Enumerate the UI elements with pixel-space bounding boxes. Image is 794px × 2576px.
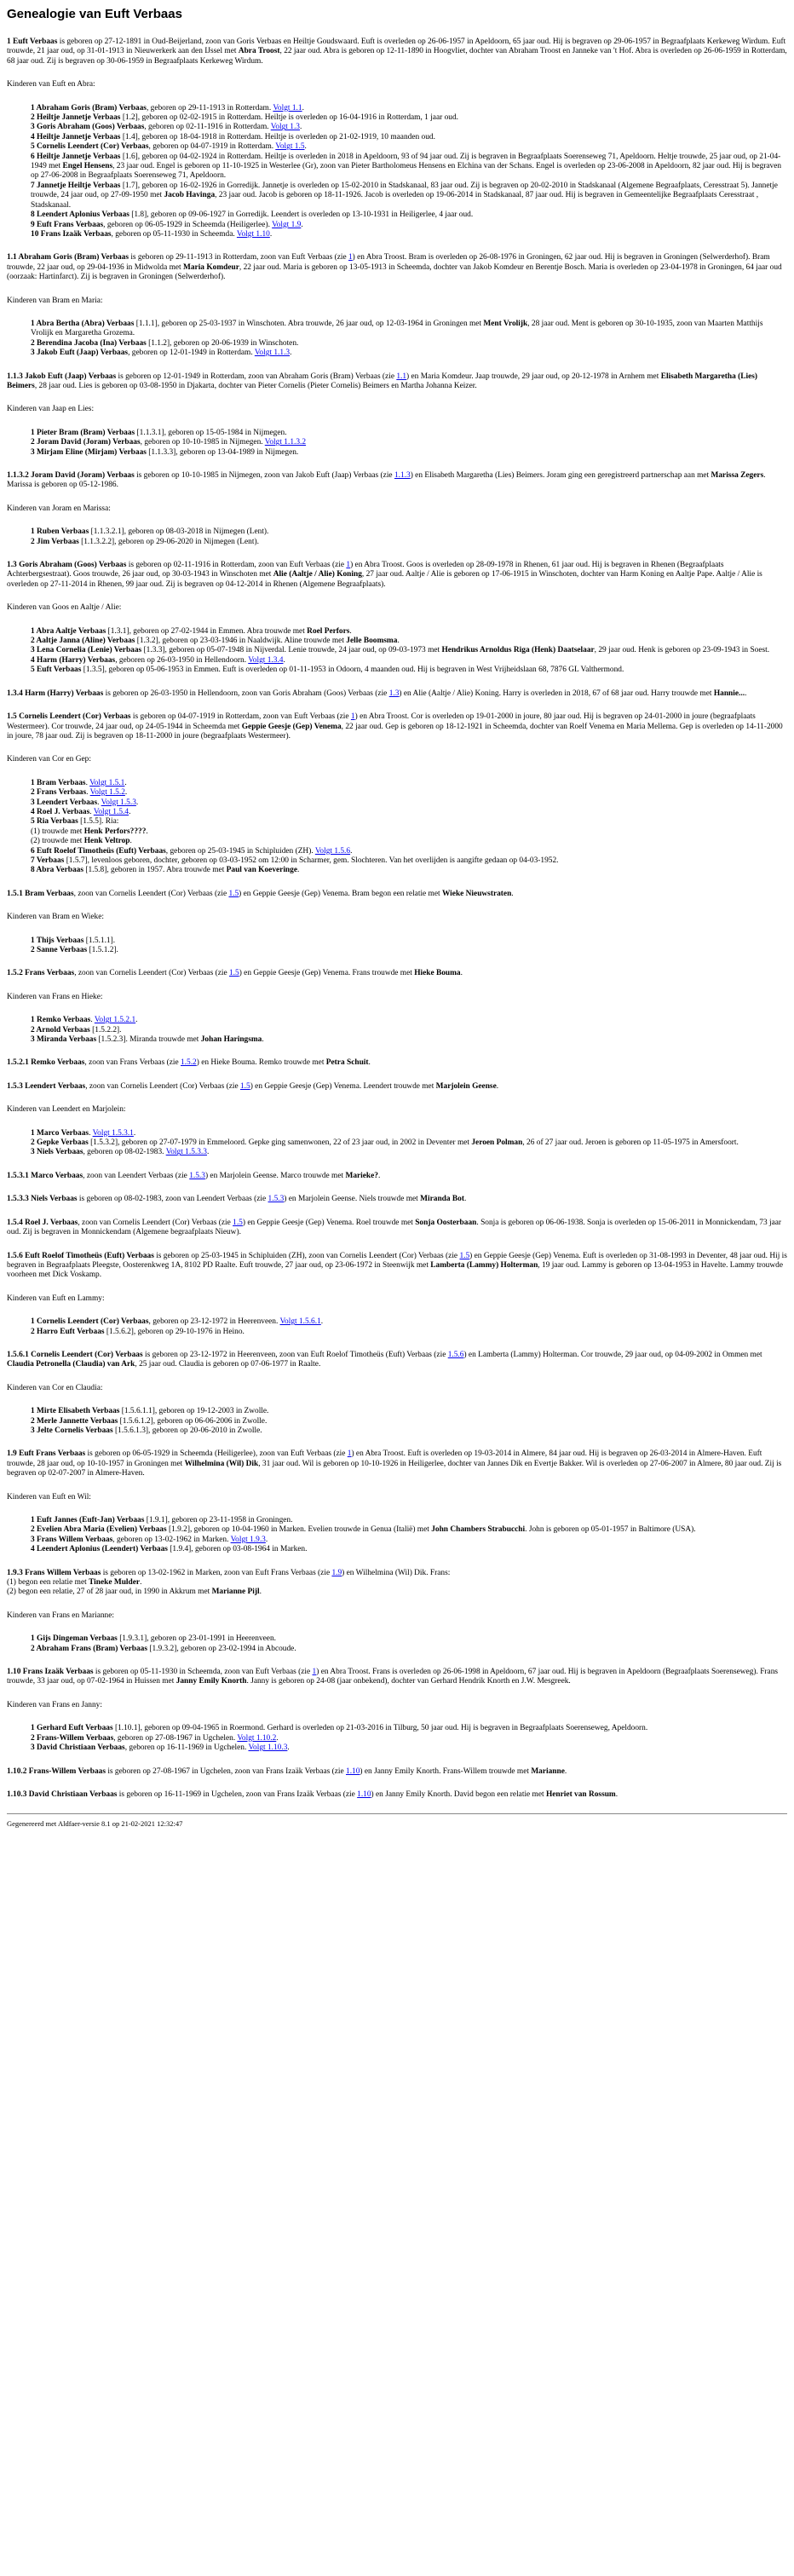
- children-heading: Kinderen van Bram en Wieke:: [7, 913, 104, 922]
- child-item: 4 Roel J. Verbaas. Volgt 1.5.4.: [31, 807, 131, 816]
- person-name: 8 Abra Verbaas: [31, 866, 83, 875]
- child-item: 2 Jim Verbaas [1.1.3.2.2], geboren op 29-06-2020 in Nijmegen (Lent).: [31, 537, 259, 546]
- reference-link[interactable]: 1.5: [459, 1251, 470, 1260]
- person-name: 7 Verbaas: [31, 856, 65, 865]
- reference-link[interactable]: 1.5: [239, 1081, 250, 1091]
- reference-link[interactable]: 1.3: [388, 689, 400, 698]
- person-name: Lamberta (Lammy) Holterman: [430, 1260, 538, 1270]
- child-item: 1 Thijs Verbaas [1.5.1.1].: [31, 936, 116, 945]
- reference-link[interactable]: 1.10: [357, 1789, 371, 1799]
- person-name: Henk Veltrop: [83, 837, 130, 846]
- reference-link[interactable]: 1.1: [396, 372, 407, 381]
- person-entry: 1.3 Goris Abraham (Goos) Verbaas is geboren op 02-11-1916 in Rotterdam, zoon van Euft Verbaas (zie 1) en Abra Troost. Goos is overleden op 28-09-1978 in Rhenen, 61 jaar oud. Hij is begraven in Rhenen (Begraafplaats Achterbergsestraat). Goos trouwde, 26 jaar oud, op 30-03-1943 in Winschoten met Alie (Aaltje / Alie) Koning, 27 jaar oud. Aaltje / Alie is geboren op 17-06-1915 in Winschoten, dochter van Harm Koning en Aaltje Pape. Aaltje / Alie is overleden op 27-11-2014 in Rhenen, 99 jaar oud. Zij is begraven op 04-12-2014 in Rhenen (Algemene Begraafplaats).: [7, 561, 762, 589]
- child-item: 3 Leendert Verbaas. Volgt 1.5.3.: [31, 798, 139, 807]
- person-name: Paul van Koeveringe: [226, 866, 297, 875]
- child-item: 7 Jannetje Heiltje Verbaas [1.7], geboren op 16-02-1926 in Gorredijk. Jannetje is overleden op 15-02-2010 in Stadskanaal, 83 jaar oud. Zij is begraven op 20-02-2010 in Stadskanaal (Algemene Begraafplaats, Ceresstraat 5). Jannetje trouwde, 24 jaar oud, op 27-09-1950 met Jacob Havinga, 23 jaar oud. Jacob is geboren op 18-11-1926. Jacob is overleden op 19-06-2014 in Stadskanaal, 87 jaar oud. Hij is begraven in Gemeentelijke Begraafplaats Ceresstraat , Stadskanaal.: [31, 181, 778, 210]
- person-name: 4 Leendert Aplonius (Leendert) Verbaas: [31, 1545, 168, 1554]
- person-name: 1 Remko Verbaas: [31, 1016, 91, 1025]
- person-name: 1 Abra Bertha (Abra) Verbaas: [31, 319, 135, 328]
- child-item: 2 Abraham Frans (Bram) Verbaas [1.9.3.2], geboren op 23-02-1994 in Abcoude.: [31, 1644, 296, 1653]
- child-item: 2 Arnold Verbaas [1.5.2.2].: [31, 1025, 122, 1034]
- child-item: 5 Cornelis Leendert (Cor) Verbaas, geboren op 04-07-1919 in Rotterdam. Volgt 1.5.: [31, 142, 307, 152]
- child-item: 2 Joram David (Joram) Verbaas, geboren op 10-10-1985 in Nijmegen. Volgt 1.1.3.2: [31, 438, 307, 447]
- person-name: 1.5.3 Leendert Verbaas: [7, 1081, 86, 1091]
- child-item: 1 Marco Verbaas. Volgt 1.5.3.1.: [31, 1128, 136, 1138]
- person-name: 1.10.3 David Christiaan Verbaas: [7, 1789, 118, 1799]
- reference-link[interactable]: 1: [347, 1449, 352, 1459]
- person-name: 1.10.2 Frans-Willem Verbaas: [7, 1766, 106, 1776]
- person-name: 2 Frans-Willem Verbaas: [31, 1733, 114, 1743]
- person-name: 3 Miranda Verbaas: [31, 1035, 97, 1045]
- person-entry: 1 Euft Verbaas is geboren op 27-12-1891 in Oud-Beijerland, zoon van Goris Verbaas en Heiltje Goudswaard. Euft is overleden op 26-06-1957 in Apeldoorn, 65 jaar oud. Hij is begraven op 29-06-1957 in Begraafplaats Kerkeweg Wirdum. Euft trouwde, 21 jaar oud, op 31-01-1913 in Nieuwerkerk aan den IJssel met Abra Troost, 22 jaar oud. Abra is geboren op 12-11-1890 in Hoogvliet, dochter van Abraham Troost en Janneke van 't Hof. Abra is overleden op 26-06-1959 in Rotterdam, 68 jaar oud. Zij is begraven op 30-06-1959 in Begraafplaats Kerkeweg Wirdum.: [7, 37, 787, 66]
- child-item: 4 Harm (Harry) Verbaas, geboren op 26-03-1950 in Hellendoorn. Volgt 1.3.4.: [31, 655, 285, 665]
- person-name: Janny Emily Knorth: [175, 1677, 247, 1686]
- person-name: 1 Thijs Verbaas: [31, 936, 84, 945]
- reference-link[interactable]: 1: [312, 1668, 317, 1677]
- reference-link[interactable]: 1.5: [228, 889, 239, 898]
- reference-link[interactable]: Volgt 1.3.4: [248, 655, 284, 665]
- person-name: 2 Heiltje Jannetje Verbaas: [31, 113, 121, 123]
- children-list: [7, 1516, 787, 1555]
- children-heading: Kinderen van Leendert en Marjolein:: [7, 1105, 126, 1115]
- child-item: 6 Euft Roelof Timotheüs (Euft) Verbaas, geboren op 25-03-1945 in Schipluiden (ZH). Volgt 1.5.6.: [31, 846, 353, 856]
- children-heading: Kinderen van Bram en Maria:: [7, 296, 103, 305]
- children-list: [7, 1407, 787, 1436]
- reference-link[interactable]: 1.9: [331, 1568, 342, 1577]
- person-entry: 1.5.2.1 Remko Verbaas, zoon van Frans Verbaas (zie 1.5.2) en Hieke Bouma. Remko trouwde met Petra Schuit.: [7, 1058, 371, 1068]
- person-name: 1.3.4 Harm (Harry) Verbaas: [7, 689, 104, 698]
- reference-link[interactable]: Volgt 1.5: [275, 142, 305, 152]
- reference-link[interactable]: 1.5.3: [189, 1171, 205, 1180]
- person-name: 1.1.3 Jakob Euft (Jaap) Verbaas: [7, 372, 117, 381]
- person-name: Johan Haringsma: [200, 1035, 262, 1045]
- child-item: 5 Euft Verbaas [1.3.5], geboren op 05-06-1953 in Emmen. Euft is overleden op 01-11-1953 in Odoorn, 4 maanden oud. Hij is begraven in West Vrijheidslaan 68, 7876 GL Valthermond.: [31, 666, 624, 675]
- person-name: 3 Mirjam Eline (Mirjam) Verbaas: [31, 447, 147, 457]
- child-item: 2 Frans Verbaas. Volgt 1.5.2.: [31, 788, 128, 798]
- person-name: 1.3 Goris Abraham (Goos) Verbaas: [7, 561, 127, 570]
- person-name: 1.5.3.1 Marco Verbaas: [7, 1171, 83, 1180]
- person-name: 1.9.3 Frans Willem Verbaas: [7, 1568, 101, 1577]
- reference-link[interactable]: Volgt 1.5.2.1: [94, 1016, 136, 1025]
- reference-link[interactable]: Volgt 1.5.6: [314, 846, 351, 856]
- person-name: 1.9 Euft Frans Verbaas: [7, 1449, 86, 1459]
- child-item: 3 Jakob Euft (Jaap) Verbaas, geboren op 12-01-1949 in Rotterdam. Volgt 1.1.3.: [31, 349, 292, 358]
- child-item: 2 Gepke Verbaas [1.5.3.2], geboren op 27-07-1979 in Emmeloord. Gepke ging samenwonen, 22 of 23 jaar oud, in 2002 in Deventer met Jeroen Polman, 26 of 27 jaar oud. Jeroen is geboren op 11-05-1975 in Amersfoort.: [31, 1138, 739, 1148]
- person-name: Geppie Geesje (Gep) Venema: [241, 722, 342, 731]
- person-name: 9 Euft Frans Verbaas: [31, 220, 104, 229]
- person-entry: 1.9.3 Frans Willem Verbaas is geboren op 13-02-1962 in Marken, zoon van Euft Frans Verbaas (zie 1.9) en Wilhelmina (Wil) Dik. Frans:: [7, 1568, 451, 1577]
- person-name: 3 Frans Willem Verbaas: [31, 1535, 113, 1544]
- reference-link[interactable]: 1.5.6: [447, 1350, 464, 1359]
- person-name: 2 Gepke Verbaas: [31, 1138, 89, 1148]
- person-name: 1.5 Cornelis Leendert (Cor) Verbaas: [7, 712, 131, 722]
- person-name: 1 Cornelis Leendert (Cor) Verbaas: [31, 1317, 149, 1327]
- child-item: 1 Pieter Bram (Bram) Verbaas [1.1.3.1], geboren op 15-05-1984 in Nijmegen.: [31, 428, 287, 437]
- person-name: Tineke Mulder: [89, 1578, 141, 1588]
- person-name: 2 Arnold Verbaas: [31, 1025, 90, 1034]
- child-item: 2 Harro Euft Verbaas [1.5.6.2], geboren op 29-10-1976 in Heino.: [31, 1327, 245, 1336]
- person-name: Alie (Aaltje / Alie) Koning: [273, 570, 362, 579]
- person-name: 2 Jim Verbaas: [31, 537, 79, 546]
- child-item: 2 Aaltje Janna (Aline) Verbaas [1.3.2], geboren op 23-03-1946 in Naaldwijk. Aline trouwde met Jelle Boomsma.: [31, 637, 400, 646]
- person-name: Wilhelmina (Wil) Dik: [184, 1459, 259, 1468]
- child-item: 5 Ria Verbaas [1.5.5]. Ria:: [31, 817, 119, 827]
- person-name: Hendrikus Arnoldus Riga (Henk) Daatselaar: [441, 646, 595, 655]
- person-name: 2 Frans Verbaas: [31, 788, 87, 798]
- person-name: 4 Heiltje Jannetje Verbaas: [31, 132, 121, 141]
- person-name: 3 Goris Abraham (Goos) Verbaas: [31, 123, 145, 132]
- person-name: 1.5.6.1 Cornelis Leendert (Cor) Verbaas: [7, 1350, 143, 1359]
- child-item: 3 Mirjam Eline (Mirjam) Verbaas [1.1.3.3], geboren op 13-04-1989 in Nijmegen.: [31, 447, 299, 457]
- person-name: Elisabeth Margaretha (Lies) Beimers: [7, 372, 758, 390]
- person-name: 1 Pieter Bram (Bram) Verbaas: [31, 428, 135, 437]
- person-name: 1.5.6 Euft Roelof Timotheüs (Euft) Verbaas: [7, 1251, 154, 1260]
- reference-link[interactable]: Volgt 1.9: [272, 220, 302, 229]
- reference-link[interactable]: Volgt 1.5.6.1: [279, 1317, 321, 1327]
- person-name: Wieke Nieuwstraten: [441, 889, 512, 898]
- children-heading: Kinderen van Frans en Marianne:: [7, 1611, 114, 1620]
- children-list: [7, 1129, 787, 1158]
- person-entry: 1.1.3.2 Joram David (Joram) Verbaas is geboren op 10-10-1985 in Nijmegen, zoon van Jakob Euft (Jaap) Verbaas (zie 1.1.3) en Elisabeth Margaretha (Lies) Beimers. Joram ging een geregistreerd partnerschap aan met Marissa Zegers. Marissa is geboren op 05-12-1986.: [7, 471, 766, 490]
- person-name: Marjolein Geense: [435, 1081, 497, 1091]
- reference-link[interactable]: Volgt 1.9.3: [230, 1535, 266, 1544]
- reference-link[interactable]: 1: [346, 561, 351, 570]
- child-item: 9 Euft Frans Verbaas, geboren op 06-05-1929 in Scheemda (Heiligerlee). Volgt 1.9.: [31, 220, 303, 229]
- child-item: 1 Euft Jannes (Euft-Jan) Verbaas [1.9.1], geboren op 23-11-1958 in Groningen.: [31, 1516, 293, 1524]
- children-heading: Kinderen van Cor en Gep:: [7, 755, 91, 764]
- child-item: 3 Lena Cornelia (Lenie) Verbaas [1.3.3], geboren op 05-07-1948 in Nijverdal. Lenie trouwde, 24 jaar oud, op 09-03-1973 met Hendrikus Arnoldus Riga (Henk) Daatselaar, 29 jaar oud. Henk is geboren op 23-09-1943 in Soest.: [31, 646, 770, 655]
- person-name: 1 Mirte Elisabeth Verbaas: [31, 1407, 120, 1416]
- page-title: Genealogie van Euft Verbaas: [7, 7, 182, 21]
- person-entry: 1.5.3.1 Marco Verbaas, zoon van Leendert Verbaas (zie 1.5.3) en Marjolein Geense. Marco trouwde met Marieke?.: [7, 1171, 381, 1180]
- person-name: 1.10 Frans Izaäk Verbaas: [7, 1668, 94, 1677]
- person-entry: 1.10 Frans Izaäk Verbaas is geboren op 05-11-1930 in Scheemda, zoon van Euft Verbaas (zie 1) en Abra Troost. Frans is overleden op 26-06-1998 in Apeldoorn, 67 jaar oud. Hij is begraven in Apeldoorn (Begraafplaats Soerenseweg). Frans trouwde, 33 jaar oud, op 07-02-1964 in Huissen met Janny Emily Knorth. Janny is geboren op 24-08 (jaar onbekend), dochter van Gerhard Hendrik Knorth en J.W. Mesgreek.: [7, 1668, 779, 1686]
- person-entry: 1.3.4 Harm (Harry) Verbaas is geboren op 26-03-1950 in Hellendoorn, zoon van Goris Abraham (Goos) Verbaas (zie 1.3) en Alie (Aaltje / Alie) Koning. Harry is overleden in 2018, 67 of 68 jaar oud. Harry trouwde met Hannie....: [7, 689, 747, 698]
- reference-link[interactable]: Volgt 1.10.3: [248, 1743, 288, 1753]
- children-list: [7, 1016, 787, 1045]
- child-item: 3 Goris Abraham (Goos) Verbaas, geboren op 02-11-1916 in Rotterdam. Volgt 1.3.: [31, 123, 302, 132]
- person-name: 3 Jakob Euft (Jaap) Verbaas: [31, 349, 129, 358]
- reference-link[interactable]: 1: [348, 253, 353, 262]
- person-name: 3 Leendert Verbaas: [31, 798, 98, 807]
- reference-link[interactable]: 1.10: [346, 1766, 360, 1776]
- reference-link[interactable]: Volgt 1.5.2: [89, 788, 125, 798]
- person-name: Abra Troost: [238, 47, 280, 56]
- reference-link[interactable]: 1.5.2: [180, 1058, 197, 1068]
- person-entry: 1.5.6 Euft Roelof Timotheüs (Euft) Verbaas is geboren op 25-03-1945 in Schipluiden (ZH), zoon van Cornelis Leendert (Cor) Verbaas (zie 1.5) en Geppie Geesje (Gep) Venema. Euft is overleden op 31-08-1993 in Deventer, 48 jaar oud. Hij is begraven in Begraafplaats Pleegste, Oosterenkweg 1A, 8102 PD Raalte. Euft trouwde, 27 jaar oud, op 23-06-1972 in Steenwijk met Lamberta (Lammy) Holterman, 19 jaar oud. Lammy is geboren op 13-04-1953 in Havelte. Lammy trouwde voorheen met Dick Voskamp.: [7, 1251, 787, 1280]
- person-name: Sonja Oosterbaan: [415, 1218, 477, 1227]
- children-heading: Kinderen van Goos en Aaltje / Alie:: [7, 603, 122, 613]
- reference-link[interactable]: Volgt 1.1.3.2: [264, 438, 307, 447]
- child-item: 10 Frans Izaäk Verbaas, geboren op 05-11-1930 in Scheemda. Volgt 1.10.: [31, 229, 273, 239]
- child-item: 6 Heiltje Jannetje Verbaas [1.6], geboren op 04-02-1924 in Rotterdam. Heiltje is overleden in 2018 in Apeldoorn, 93 of 94 jaar oud. Zij is begraven in Begraafplaats Soerenseweg 71, Apeldoorn. Heltje trouwde, 25 jaar oud, op 21-04-1949 met Engel Hensens, 23 jaar oud. Engel is geboren op 11-10-1925 in Westerlee (Gr), zoon van Pieter Bartholomeus Hensens en Elchina van der Schans. Engel is overleden op 23-06-2008 in Apeldoorn, 82 jaar oud. Hij is begraven op 27-06-2008 in Begraafplaats Soerenseweg 71, Apeldoorn.: [31, 152, 782, 181]
- person-name: 1 Marco Verbaas: [31, 1128, 89, 1138]
- person-name: Henk Perfors????: [83, 827, 147, 836]
- person-name: Claudia Petronella (Claudia) van Ark: [7, 1360, 135, 1369]
- person-name: 1 Gijs Dingeman Verbaas: [31, 1634, 118, 1644]
- person-name: 2 Aaltje Janna (Aline) Verbaas: [31, 637, 135, 646]
- person-name: Petra Schuit: [325, 1058, 369, 1068]
- person-name: 2 Merle Jannette Verbaas: [31, 1416, 118, 1426]
- relation-line: (2) begon een relatie, 27 of 28 jaar oud, in 1990 in Akkrum met Marianne Pijl.: [7, 1588, 262, 1597]
- person-name: John Chambers Strabucchi: [431, 1525, 526, 1535]
- person-name: 1.5.2.1 Remko Verbaas: [7, 1058, 85, 1068]
- child-item: 1 Cornelis Leendert (Cor) Verbaas, geboren op 23-12-1972 in Heerenveen. Volgt 1.5.6.1.: [31, 1317, 324, 1327]
- person-name: 7 Jannetje Heiltje Verbaas: [31, 181, 121, 190]
- person-name: 1.1.3.2 Joram David (Joram) Verbaas: [7, 471, 135, 480]
- person-entry: 1.10.3 David Christiaan Verbaas is geboren op 16-11-1969 in Ugchelen, zoon van Frans Izaäk Verbaas (zie 1.10) en Janny Emily Knorth. David begon een relatie met Henriet van Rossum.: [7, 1789, 619, 1799]
- child-item: 2 Frans-Willem Verbaas, geboren op 27-08-1967 in Ugchelen. Volgt 1.10.2.: [31, 1733, 279, 1743]
- child-item: (2) trouwde met Henk Veltrop.: [31, 837, 132, 846]
- child-item: 4 Heiltje Jannetje Verbaas [1.4], geboren op 18-04-1918 in Rotterdam. Heiltje is overleden op 21-02-1919, 10 maanden oud.: [31, 132, 435, 141]
- person-name: 1 Ruben Verbaas: [31, 527, 89, 537]
- children-list: [7, 936, 787, 956]
- reference-link[interactable]: 1.5: [233, 1218, 243, 1227]
- reference-link[interactable]: Volgt 1.1: [273, 103, 302, 112]
- child-item: 8 Leendert Aplonius Verbaas [1.8], geboren op 09-06-1927 in Gorredijk. Leendert is overleden op 13-10-1931 in Heiligerlee, 4 jaar oud.: [31, 210, 474, 220]
- person-name: 1.5.1 Bram Verbaas: [7, 889, 74, 898]
- reference-link[interactable]: Volgt 1.10: [236, 229, 270, 239]
- person-name: 1 Bram Verbaas: [31, 778, 86, 787]
- relation-line: (1) begon een relatie met Tineke Mulder.: [7, 1578, 142, 1588]
- children-heading: Kinderen van Cor en Claudia:: [7, 1383, 103, 1392]
- child-item: 1 Ruben Verbaas [1.1.3.2.1], geboren op 08-03-2018 in Nijmegen (Lent).: [31, 527, 269, 537]
- reference-link[interactable]: Volgt 1.5.1: [89, 778, 125, 787]
- person-name: Jelle Boomsma: [346, 637, 398, 646]
- person-name: Engel Hensens: [62, 162, 113, 171]
- person-name: 1 Abra Aaltje Verbaas: [31, 626, 106, 636]
- person-entry: 1.5.6.1 Cornelis Leendert (Cor) Verbaas is geboren op 23-12-1972 in Heerenveen, zoon van Euft Roelof Timotheüs (Euft) Verbaas (zie 1.5.6) en Lamberta (Lammy) Holterman. Cor trouwde, 29 jaar oud, op 04-09-2002 in Ommen met Claudia Petronella (Claudia) van Ark, 25 jaar oud. Claudia is geboren op 07-06-1977 in Raalte.: [7, 1350, 762, 1369]
- child-item: 4 Leendert Aplonius (Leendert) Verbaas [1.9.4], geboren op 03-08-1964 in Marken.: [31, 1545, 308, 1554]
- child-item: 3 Jelte Cornelis Verbaas [1.5.6.1.3], geboren op 20-06-2010 in Zwolle.: [31, 1426, 262, 1435]
- child-item: 1 Abra Aaltje Verbaas [1.3.1], geboren op 27-02-1944 in Emmen. Abra trouwde met Roel Perfors.: [31, 626, 352, 636]
- child-item: 2 Evelien Abra Maria (Evelien) Verbaas [1.9.2], geboren op 10-04-1960 in Marken. Evelien trouwde in Genua (Italië) met John Chambers Strabucchi. John is geboren op 05-01-1957 in Baltimore (USA).: [31, 1525, 696, 1535]
- person-name: Jeroen Polman: [471, 1138, 523, 1148]
- footer-divider: [7, 1813, 787, 1814]
- child-item: 3 David Christiaan Verbaas, geboren op 16-11-1969 in Ugchelen. Volgt 1.10.3.: [31, 1743, 290, 1753]
- person-name: Henriet van Rossum: [545, 1789, 616, 1799]
- person-entry: 1.1 Abraham Goris (Bram) Verbaas is geboren op 29-11-1913 in Rotterdam, zoon van Euft Verbaas (zie 1) en Abra Troost. Bram is overleden op 26-08-1976 in Groningen, 62 jaar oud. Hij is begraven in Groningen (Selwerderhof). Bram trouwde, 22 jaar oud, op 29-04-1936 in Midwolda met Maria Komdeur, 22 jaar oud. Maria is geboren op 13-05-1913 in Scheemda, dochter van Jakob Komdeur en Berentje Bosch. Maria is overleden op 23-04-1978 in Groningen, 64 jaar oud (oorzaak: Hartinfarct). Zij is begraven in Groningen (Selwerderhof).: [7, 253, 782, 282]
- person-name: Hieke Bouma: [414, 969, 461, 978]
- child-item: 1 Gerhard Euft Verbaas [1.10.1], geboren op 09-04-1965 in Roermond. Gerhard is overleden op 21-03-2016 in Tilburg, 50 jaar oud. Hij is begraven in Begraafplaats Soerenseweg, Apeldoorn.: [31, 1724, 648, 1733]
- person-name: 6 Heiltje Jannetje Verbaas: [31, 152, 121, 161]
- person-name: 1 Euft Jannes (Euft-Jan) Verbaas: [31, 1516, 145, 1524]
- child-item: 1 Abraham Goris (Bram) Verbaas, geboren op 29-11-1913 in Rotterdam. Volgt 1.1.: [31, 103, 304, 112]
- children-heading: Kinderen van Joram en Marissa:: [7, 504, 111, 513]
- children-list: [7, 1724, 787, 1753]
- person-name: 2 Evelien Abra Maria (Evelien) Verbaas: [31, 1525, 167, 1535]
- child-item: 8 Abra Verbaas [1.5.8], geboren in 1957. Abra trouwde met Paul van Koeveringe.: [31, 866, 300, 875]
- reference-link[interactable]: 1.5.3: [268, 1195, 285, 1204]
- person-name: 3 Niels Verbaas: [31, 1148, 83, 1157]
- person-entry: 1.5 Cornelis Leendert (Cor) Verbaas is geboren op 04-07-1919 in Rotterdam, zoon van Euft Verbaas (zie 1) en Abra Troost. Cor is overleden op 19-01-2000 in joure, 80 jaar oud. Hij is begraven op 24-01-2000 in joure (begraafplaats Westermeer). Cor trouwde, 24 jaar oud, op 24-05-1944 in Scheemda met Geppie Geesje (Gep) Venema, 22 jaar oud. Gep is geboren op 18-12-1921 in Scheemda, dochter van Roelf Venema en Maria Mellema. Gep is overleden op 14-11-2000 in joure, 78 jaar oud. Zij is begraven op 18-11-2000 in joure (begraafplaats Westermeer).: [7, 712, 783, 741]
- reference-link[interactable]: 1.5: [228, 969, 239, 978]
- person-entry: 1.5.2 Frans Verbaas, zoon van Cornelis Leendert (Cor) Verbaas (zie 1.5) en Geppie Geesje (Gep) Venema. Frans trouwde met Hieke Bouma.: [7, 969, 463, 978]
- person-entry: 1.5.3.3 Niels Verbaas is geboren op 08-02-1983, zoon van Leendert Verbaas (zie 1.5.3) en Marjolein Geense. Niels trouwde met Miranda Bot.: [7, 1195, 467, 1204]
- person-name: 5 Ria Verbaas: [31, 817, 78, 827]
- person-entry: 1.5.1 Bram Verbaas, zoon van Cornelis Leendert (Cor) Verbaas (zie 1.5) en Geppie Geesje (Gep) Venema. Bram begon een relatie met Wieke Nieuwstraten.: [7, 889, 514, 898]
- person-name: 5 Cornelis Leendert (Cor) Verbaas: [31, 142, 149, 152]
- children-heading: Kinderen van Euft en Lammy:: [7, 1294, 105, 1303]
- person-name: Marianne Pijl: [211, 1588, 260, 1597]
- children-heading: Kinderen van Frans en Janny:: [7, 1700, 102, 1709]
- person-name: 1 Abraham Goris (Bram) Verbaas: [31, 103, 147, 112]
- person-name: 2 Sanne Verbaas: [31, 946, 88, 954]
- person-name: 10 Frans Izaäk Verbaas: [31, 229, 112, 239]
- person-name: 1.1 Abraham Goris (Bram) Verbaas: [7, 253, 129, 262]
- person-entry: 1.5.3 Leendert Verbaas, zoon van Cornelis Leendert (Cor) Verbaas (zie 1.5) en Geppie Geesje (Gep) Venema. Leendert trouwde met Marjolein Geense.: [7, 1081, 499, 1091]
- person-name: 2 Joram David (Joram) Verbaas: [31, 438, 141, 447]
- child-item: 7 Verbaas [1.5.7], levenloos geboren, dochter, geboren op 03-03-1952 om 12:00 in Scharmer, gem. Slochteren. Van het overlijden is aangifte gedaan op 04-03-1952.: [31, 856, 559, 865]
- person-entry: 1.9 Euft Frans Verbaas is geboren op 06-05-1929 in Scheemda (Heiligerlee), zoon van Euft Verbaas (zie 1) en Abra Troost. Euft is overleden op 19-03-2014 in Almere, 84 jaar oud. Hij is begraven op 26-03-2014 in Almere-Haven. Euft trouwde, 28 jaar oud, op 10-10-1957 in Groningen met Wilhelmina (Wil) Dik, 31 jaar oud. Wil is geboren op 10-10-1926 in Heiligerlee, dochter van Jannes Dik en Evertje Bakker. Wil is overleden op 27-06-2007 in Almere, 80 jaar oud. Zij is begraven op 02-07-2007 in Almere-Haven.: [7, 1449, 782, 1478]
- child-item: 3 Frans Willem Verbaas, geboren op 13-02-1962 in Marken. Volgt 1.9.3.: [31, 1535, 268, 1544]
- person-name: 4 Roel J. Verbaas: [31, 807, 90, 816]
- reference-link[interactable]: Volgt 1.5.3: [101, 798, 136, 807]
- person-name: 3 Jelte Cornelis Verbaas: [31, 1426, 113, 1435]
- child-item: 3 Niels Verbaas, geboren op 08-02-1983. Volgt 1.5.3.3.: [31, 1148, 210, 1157]
- child-item: 1 Mirte Elisabeth Verbaas [1.5.6.1.1], geboren op 19-12-2003 in Zwolle.: [31, 1407, 269, 1416]
- person-name: Miranda Bot: [420, 1195, 464, 1204]
- reference-link[interactable]: Volgt 1.1.3: [254, 349, 291, 358]
- children-list: [7, 779, 787, 876]
- person-entry: 1.1.3 Jakob Euft (Jaap) Verbaas is geboren op 12-01-1949 in Rotterdam, zoon van Abraham Goris (Bram) Verbaas (zie 1.1) en Maria Komdeur. Jaap trouwde, 29 jaar oud, op 20-12-1978 in Arnhem met Elisabeth Margaretha (Lies) Beimers, 28 jaar oud. Lies is geboren op 03-08-1950 in Djakarta, dochter van Pieter Cornelis (Pieter Cornelis) Beimers en Martha Johanna Keizer.: [7, 372, 758, 390]
- children-list: [7, 1317, 787, 1337]
- children-list: [7, 104, 787, 240]
- person-name: 1.5.3.3 Niels Verbaas: [7, 1195, 78, 1204]
- person-name: 2 Harro Euft Verbaas: [31, 1327, 105, 1336]
- person-name: 2 Abraham Frans (Bram) Verbaas: [31, 1644, 147, 1653]
- person-name: 3 Lena Cornelia (Lenie) Verbaas: [31, 646, 142, 655]
- footer-text: Gegenereerd met Aldfaer-versie 8.1 op 21-02-2021 12:32:47: [7, 1819, 183, 1829]
- genealogy-content: [7, 37, 787, 1800]
- person-name: Maria Komdeur: [183, 262, 239, 272]
- child-item: 2 Merle Jannette Verbaas [1.5.6.1.2], geboren op 06-06-2006 in Zwolle.: [31, 1416, 268, 1426]
- person-name: 5 Euft Verbaas: [31, 666, 82, 675]
- person-entry: 1.10.2 Frans-Willem Verbaas is geboren op 27-08-1967 in Ugchelen, zoon van Frans Izaäk Verbaas (zie 1.10) en Janny Emily Knorth. Frans-Willem trouwde met Marianne.: [7, 1766, 567, 1776]
- child-item: 2 Berendina Jacoba (Ina) Verbaas [1.1.2], geboren op 20-06-1939 in Winschoten.: [31, 338, 299, 348]
- children-heading: Kinderen van Euft en Wil:: [7, 1492, 91, 1501]
- person-entry: 1.5.4 Roel J. Verbaas, zoon van Cornelis Leendert (Cor) Verbaas (zie 1.5) en Geppie Geesje (Gep) Venema. Roel trouwde met Sonja Oosterbaan. Sonja is geboren op 06-06-1938. Sonja is overleden op 15-06-2011 in Monnickendam, 73 jaar oud. Zij is begraven in Monnickendam (Algemene begraafplaats Nieuw).: [7, 1218, 782, 1237]
- person-name: Ment Vrolijk: [483, 319, 528, 328]
- children-list: [7, 1634, 787, 1654]
- children-list: [7, 320, 787, 359]
- person-name: 3 David Christiaan Verbaas: [31, 1743, 125, 1753]
- reference-link[interactable]: Volgt 1.3: [270, 123, 300, 132]
- child-item: 2 Heiltje Jannetje Verbaas [1.2], geboren op 02-02-1915 in Rotterdam. Heiltje is overleden op 16-04-1916 in Rotterdam, 1 jaar oud.: [31, 113, 458, 123]
- children-list: [7, 429, 787, 458]
- reference-link[interactable]: 1: [350, 712, 355, 722]
- relation-lines: [7, 1578, 787, 1598]
- person-name: 2 Berendina Jacoba (Ina) Verbaas: [31, 338, 147, 348]
- child-item: (1) trouwde met Henk Perfors????.: [31, 827, 148, 836]
- child-item: 2 Sanne Verbaas [1.5.1.2].: [31, 946, 118, 954]
- person-name: Marieke?: [345, 1171, 378, 1180]
- child-item: 1 Gijs Dingeman Verbaas [1.9.3.1], geboren op 23-01-1991 in Heerenveen.: [31, 1634, 276, 1644]
- person-name: 1 Euft Verbaas: [7, 37, 58, 46]
- children-heading: Kinderen van Frans en Hieke:: [7, 992, 103, 1001]
- person-name: Marissa Zegers: [711, 471, 764, 480]
- reference-link[interactable]: 1.1.3: [394, 471, 411, 480]
- person-name: 1.5.4 Roel J. Verbaas: [7, 1218, 78, 1227]
- reference-link[interactable]: Volgt 1.10.2: [237, 1733, 277, 1743]
- person-name: 1 Gerhard Euft Verbaas: [31, 1724, 113, 1733]
- reference-link[interactable]: Volgt 1.5.3.1: [92, 1128, 134, 1138]
- person-name: Marianne: [531, 1766, 565, 1776]
- person-name: Hannie...: [713, 689, 745, 698]
- child-item: 1 Abra Bertha (Abra) Verbaas [1.1.1], geboren op 25-03-1937 in Winschoten. Abra trouwde, 26 jaar oud, op 12-03-1964 in Groningen met Ment Vrolijk, 28 jaar oud. Ment is geboren op 30-10-1935, zoon van Maarten Matthijs Vrolijk en Margaretha Grozema.: [31, 319, 763, 338]
- person-name: 8 Leendert Aplonius Verbaas: [31, 210, 129, 220]
- person-name: 6 Euft Roelof Timotheüs (Euft) Verbaas: [31, 846, 166, 856]
- child-item: 3 Miranda Verbaas [1.5.2.3]. Miranda trouwde met Johan Haringsma.: [31, 1035, 264, 1045]
- reference-link[interactable]: Volgt 1.5.4: [93, 807, 129, 816]
- child-item: 1 Remko Verbaas. Volgt 1.5.2.1.: [31, 1016, 138, 1025]
- children-heading: Kinderen van Jaap en Lies:: [7, 405, 95, 414]
- children-heading: Kinderen van Euft en Abra:: [7, 80, 95, 89]
- person-name: 4 Harm (Harry) Verbaas: [31, 655, 116, 665]
- person-name: Roel Perfors: [307, 626, 350, 636]
- reference-link[interactable]: Volgt 1.5.3.3: [165, 1148, 207, 1157]
- children-list: [7, 527, 787, 547]
- children-list: [7, 627, 787, 676]
- person-name: 1.5.2 Frans Verbaas: [7, 969, 75, 978]
- person-name: Jacob Havinga: [164, 191, 216, 200]
- child-item: 1 Bram Verbaas. Volgt 1.5.1.: [31, 778, 127, 787]
